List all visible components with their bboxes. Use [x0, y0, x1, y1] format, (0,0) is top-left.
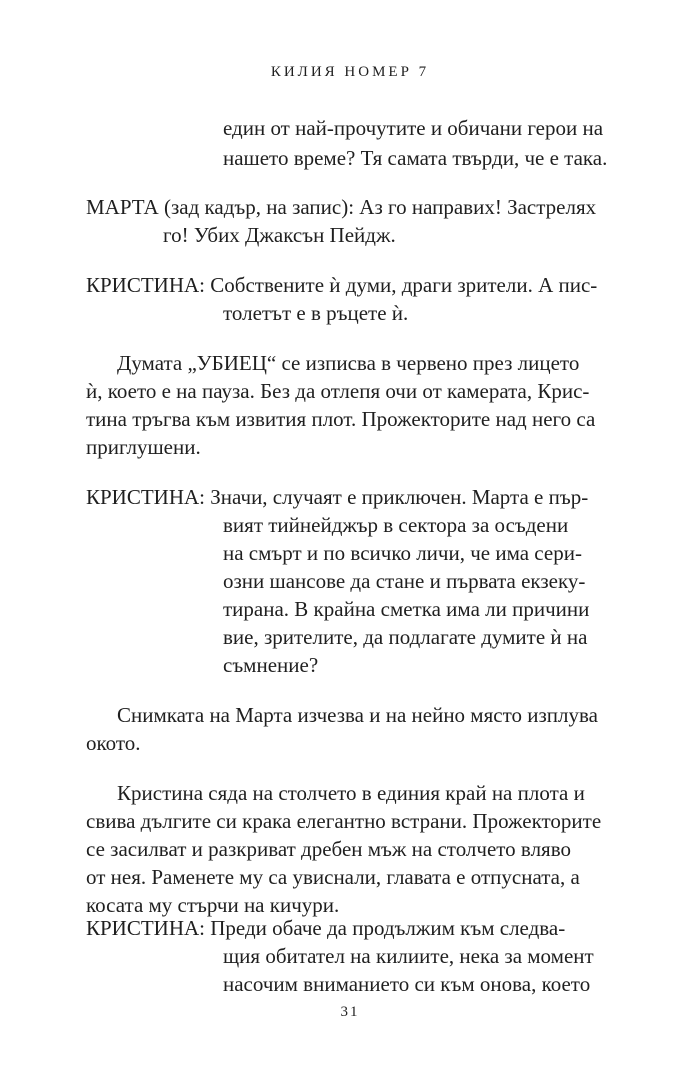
text-line: се засилват и разкриват дребен мъж на столчето вляво [86, 837, 571, 861]
text-line: от нея. Раменете му са увиснали, главата е отпусната, а [86, 865, 580, 889]
text-line: насочим вниманието си към онова, което [223, 972, 591, 996]
text-line: Думата „УБИЕЦ“ се изписва в червено през лицето [117, 351, 580, 375]
text-line: МАРТА (зад кадър, на запис): Аз го направих! Застрелях [86, 195, 597, 219]
text-line: приглушени. [86, 435, 201, 459]
text-line: нашето време? Тя самата твърди, че е така. [223, 146, 608, 170]
text-line: КРИСТИНА: Значи, случаят е приключен. Марта е пър- [86, 485, 589, 509]
running-head: КИЛИЯ НОМЕР 7 [270, 64, 430, 80]
text-line: тина тръгва към извития плот. Прожекторите над него са [86, 407, 596, 431]
text-line: тирана. В крайна сметка има ли причини [223, 597, 590, 621]
text-line: вие, зрителите, да подлагате думите ѝ на [223, 625, 588, 649]
text-line: на смърт и по всичко личи, че има сери- [223, 541, 582, 565]
text-line: го! Убих Джаксън Пейдж. [163, 223, 396, 247]
text-line: толетът е в ръцете ѝ. [223, 301, 409, 325]
text-line: Снимката на Марта изчезва и на нейно място изплува [117, 703, 598, 727]
text-line: щия обитател на килиите, нека за момент [223, 944, 594, 968]
text-line: КРИСТИНА: Преди обаче да продължим към следва- [86, 916, 566, 940]
text-line: вият тийнейджър в сектора за осъдени [223, 513, 569, 537]
text-line: ѝ, което е на пауза. Без да отлепя очи от камерата, Крис- [86, 379, 590, 403]
text-line: един от най-прочутите и обичани герои на [223, 116, 604, 140]
text-line: Кристина сяда на столчето в единия край на плота и [117, 781, 585, 805]
text-line: съмнение? [223, 653, 319, 677]
text-line: КРИСТИНА: Собствените ѝ думи, драги зрители. А пис- [86, 273, 598, 297]
text-line: косата му стърчи на кичури. [86, 893, 340, 917]
text-line: свива дългите си крака елегантно встрани. Прожекторите [86, 809, 602, 833]
page-number: 31 [340, 1004, 360, 1020]
text-line: окото. [86, 731, 141, 755]
text-line: озни шансове да стане и първата екзеку- [223, 569, 586, 593]
